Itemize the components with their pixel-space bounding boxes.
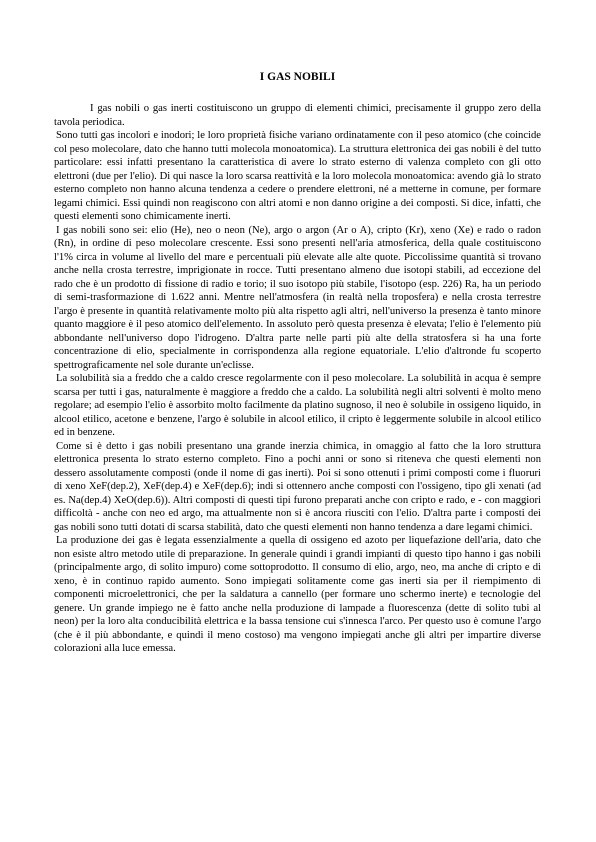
paragraph-solubility: La solubilità sia a freddo che a caldo cresce regolarmente con il peso molecolare. La solubilità in acqua è sempre scarsa per tutti i gas, naturalmente è maggiore a freddo che a caldo. La solubilità negli altri solventi è molto meno regolare; ad esempio l'elio è assorbito molto facilmente da platino sugnoso, il neo è solubile in ossigeno liquido, in alcool etilico, acetone e benzene, l'argo è solubile in alcool etilico, il cripto è leggermente solubile in alcool etilico ed in benzene.	[54, 373, 541, 438]
paragraph-production: La produzione dei gas è legata essenzialmente a quella di ossigeno ed azoto per liquefazione dell'aria, dato che non esiste altro metodo utile di preparazione. In generale quindi i grandi impianti di questo tipo hanno i gas nobili (principalmente argo, di solito impuro) come sottoprodotto. Il consumo di elio, argo, neo, ma anche di cripto e di xeno, è in continuo rapido aumento. Sono impiegati solitamente come gas inerti sia per il riempimento di componenti microelettronici, che per la saldatura a cannello (per formare uno schermo inerte) e tecnologie del genere. Un grande impiego ne è fatto anche nella produzione di lampade a fluorescenza (dette di solito tubi al neon) per la loro alta conducibilità elettrica e la bassa tensione cui s'innesca l'arco. Per questo uso è comune l'argo (che è il più abbondante, e quindi il meno costoso) ma vengono impiegati anche gli altri per impartire diverse colorazioni alla luce emessa.	[54, 535, 541, 654]
paragraph-properties: Sono tutti gas incolori e inodori; le loro proprietà fisiche variano ordinatamente con il peso atomico (che coincide col peso molecolare, dato che hanno tutti molecola monoatomica). La struttura elettronica dei gas nobili è del tutto particolare: essi infatti presentano la caratteristica di avere lo strato esterno di valenza completo con gli otto elettroni (due per l'elio). Di qui nasce la loro scarsa reattività e la loro molecola monoatomica: avendo già lo strato esterno completo non hanno alcuna tendenza a cedere o prendere elettroni, né a metterne in comune, per formare legami chimici. Essi quindi non reagiscono con altri atomi e non danno origine a dei composti. Si dice, infatti, che questi elementi sono chimicamente inerti.	[54, 130, 541, 222]
document-page	[54, 70, 541, 656]
paragraph-compounds: Come si è detto i gas nobili presentano una grande inerzia chimica, in omaggio al fatto che la loro struttura elettronica presenta lo strato esterno completo. Fino a pochi anni or sono si riteneva che questi elementi non dessero assolutamente composti (onde il nome di gas inerti). Poi si sono ottenuti i primi composti come i fluoruri di xeno XeF(dep.2), XeF(dep.4) e XeF(dep.6); indi si ottennero anche composti con l'ossigeno, tipo gli xenati (ad es. Na(dep.4) XeO(dep.6)). Altri composti di questi tipi furono preparati anche con cripto e rado, e - con maggiori difficoltà - anche con neo ed argo, ma attualmente non si è ancora riusciti con l'elio. D'altra parte i composti dei gas nobili sono tutti dotati di scarsa stabilità, dato che questi elementi non hanno tendenza a dare legami chimici.	[54, 440, 541, 533]
paragraph-elements: I gas nobili sono sei: elio (He), neo o neon (Ne), argo o argon (Ar o A), cripto (Kr), xeno (Xe) e rado o radon (Rn), in ordine di peso molecolare crescente. Essi sono presenti nell'aria atmosferica, della quale costituiscono l'1% circa in volume al livello del mare e percentuali più elevate alle alte quote. Piccolissime quantità si trovano anche nella crosta terrestre, imprigionate in rocce. Tutti presentano almeno due isotopi stabili, ad eccezione del rado che è un prodotto di fissione di radio e torio; il suo isotopo più stabile, l'isotopo (esp. 226) Ra, ha un periodo di semi-trasformazione di 1.622 anni. Mentre nell'atmosfera (in realtà nella troposfera) e nella crosta terrestre l'argo è presente in quantità relativamente molto più alta rispetto agli altri, nell'universo la presenza è tanto minore quanto maggiore è il peso atomico dell'elemento. In assoluto però questa presenza è elevata; l'elio è l'elemento più abbondante nell'universo dopo l'idrogeno. D'altra parte nelle parti più alte della stratosfera si ha una forte concentrazione di elio, specialmente in corrispondenza alla regione equatoriale. L'elio d'altronde fu scoperto spettrograficamente nel sole durante un'eclisse.	[54, 224, 541, 371]
paragraph-intro: I gas nobili o gas inerti costituiscono un gruppo di elementi chimici, precisamente il gruppo zero della tavola periodica.	[54, 103, 541, 128]
document-title: I GAS NOBILI	[259, 71, 336, 83]
